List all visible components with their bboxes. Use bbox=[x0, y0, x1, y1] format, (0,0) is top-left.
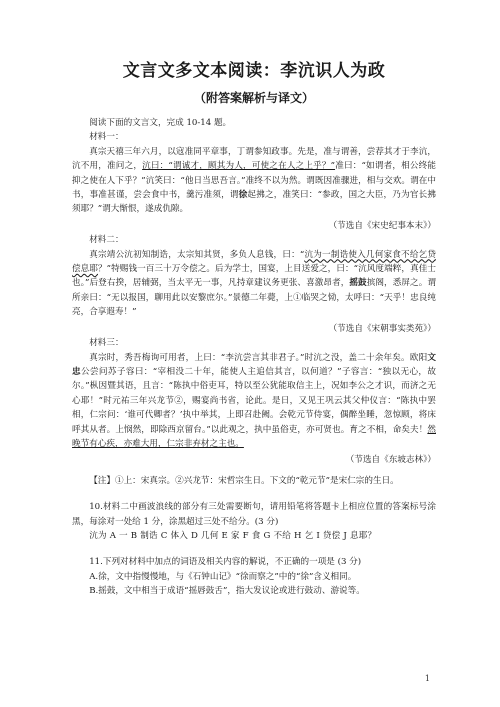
material1-underlined-sentence: 沆曰：“谓诚才，顾其为人，可使之在人之上乎？” bbox=[142, 161, 336, 172]
material2-text-c: ？”特赐钱一百三十万令偿之。后为学士，国宴，上目送爱之，曰：“沆风度端粹，真佳士也。”后登右揆，居辅弼，当太平无一事，凡持章建议务更张、喜激昂者， bbox=[72, 264, 436, 289]
page-subtitle: （附答案解析与译文） bbox=[193, 91, 314, 105]
material3-source: （节选自《东坡志林》） bbox=[345, 455, 436, 466]
material3-text-b: 公尝问苏子容曰：“宰相没二十年，能使人主追信其言，以何道？”子容言：“独以无心，故尔。”枞因暨其语，且言：“陈执中俗吏耳，特以至公犹能取信主上，况如李公之才识，而济之无心耶！”时元祐三年兴龙节②，赐宴尚书省，论此。是日，又见王巩云其父仲仪言：“陈执中罢相，仁宗问：‘谁可代卿者？’执中举其，上即召赴阙。会乾元节侍宴，偶醉坐睡，忽惊顾，将床呼其从者。上悯然，即除西京留台。”以此观之，执中虽俗吏，亦可贤也。育之不相，命矣夫！ bbox=[72, 366, 436, 435]
material1-text-c: 准曰：“如谓者，相公终能抑之使在人下乎？”沆笑曰：“他日当思吾言。”准终不以为然。谓既因准骤进，相与交欢。谓在中书，事准甚谨，尝会食中书，羹污准须，谓 bbox=[72, 161, 436, 201]
material2-wavy-sentence: 沆为一制诰使入几何家食不给乞贷偿息耶 bbox=[72, 249, 436, 275]
material2-body bbox=[72, 248, 436, 320]
question-11-option-b: B.摇鼓，文中相当于成语“摇唇鼓舌”，指大发议论或进行鼓动、游说等。 bbox=[89, 586, 365, 597]
material2-text-d: 摈阁，悉屏之。谓所亲曰：“无以报国，聊用此以安黎庶尔。”景德二年薨，上①临哭之恸，太呼曰：“天乎！忠良纯亮，合享遐寿！” bbox=[72, 278, 436, 318]
material2-dotted-word: 摇鼓 bbox=[349, 278, 367, 289]
material1-source: （节选自《宋史纪事本末》） bbox=[328, 220, 436, 231]
material2-text-a: 真宗靖公沆初知制诰，太宗知其贤，多负人息钱，曰：“ bbox=[89, 249, 305, 260]
material1-dotted-word: 徐 bbox=[238, 190, 248, 201]
material3-dotted-word: 文忠 bbox=[72, 352, 436, 377]
material3-text-a: 真宗时，秀吾梅询可用者，上曰：“李沆尝言其非君子。”时沆之没，盖二十余年矣。欧阳 bbox=[89, 352, 428, 363]
material1-text-a: 真宗天禧三年六月，以寇准同平章事，丁谓参知政事。先是，准与谓善，尝荐其才于李沆，沆不用，准问之， bbox=[72, 146, 436, 172]
annotation-note: 【注】①上：宋真宗。②兴龙节：宋哲宗生日。下文的“乾元节”是宋仁宗的生日。 bbox=[89, 475, 399, 486]
material3-underlined-sentence: 然晚节有心疾，亦难大用，仁宗非弃材之主也。 bbox=[72, 424, 436, 449]
question-10-answer: 沆为 A 一 B 制诰 C 体入 D 几何 E 家 F 食 G 不给 H 乞 I 贷偿 J 息耶？ bbox=[89, 530, 377, 541]
material3-body bbox=[72, 351, 436, 452]
material1-text-d: 起拂之，准笑曰：“参政，国之大臣，乃为官长拂须耶？”谓大惭恨，遂成仇隙。 bbox=[72, 190, 436, 215]
question-11-stem: 11.下列对材料中加点的词语及相关内容的解说，不正确的一项是 (3 分) bbox=[89, 557, 362, 568]
material1-label: 材料一： bbox=[89, 132, 124, 143]
material3-label: 材料三： bbox=[89, 338, 124, 349]
question-11-option-a: A.徐，文中指慢慢地，与《石钟山记》“徐而察之”中的“徐”含义相同。 bbox=[89, 571, 357, 582]
page-number: 1 bbox=[424, 674, 430, 683]
page-title: 文言文多文本阅读：李沆识人为政 bbox=[122, 61, 386, 81]
material1-body bbox=[72, 145, 436, 217]
material2-label: 材料二： bbox=[89, 235, 124, 246]
material2-source: （节选自《宋朝事实类苑》） bbox=[328, 323, 436, 334]
question-10-stem: 10.材料二中画波浪线的部分有三处需要断句，请用铅笔将答题卡上相应位置的答案标号涂黑，每涂对一处给 1 分，涂黑超过三处不给分。(3 分) bbox=[72, 502, 436, 527]
intro-text: 阅读下面的文言文，完成 10-14 题。 bbox=[89, 118, 232, 128]
